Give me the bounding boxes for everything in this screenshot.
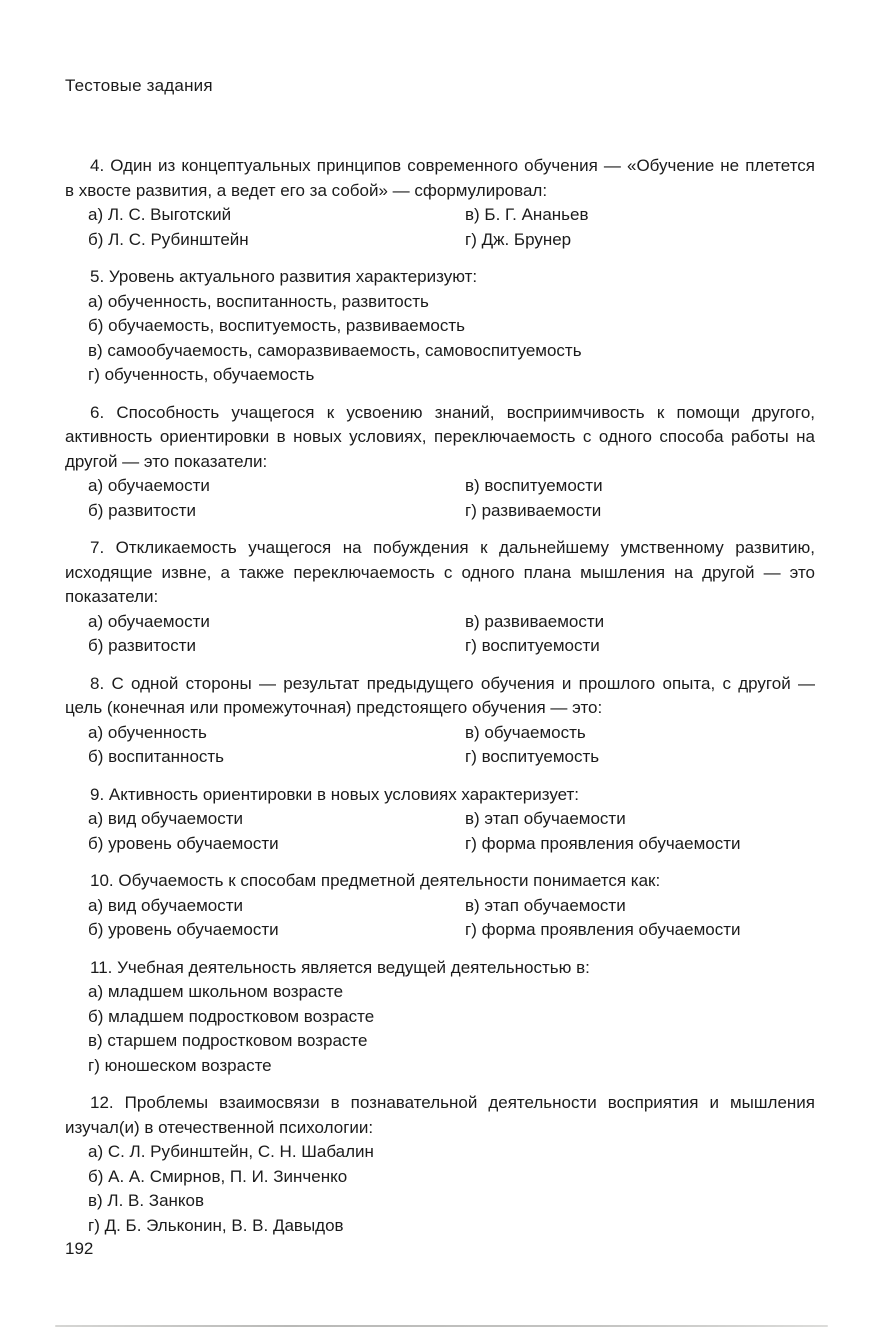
answer-option: а) С. Л. Рубинштейн, С. Н. Шабалин: [88, 1142, 374, 1161]
answer-option: г) форма проявления обучаемости: [465, 833, 741, 853]
question-options: [65, 721, 815, 770]
question-options: [65, 894, 815, 943]
page-number: 192: [65, 1239, 94, 1258]
answer-option: в) воспитуемости: [465, 476, 603, 495]
answer-option: в) обучаемость: [465, 722, 586, 742]
answer-option: в) самообучаемость, саморазвиваемость, самовоспитуемость: [88, 340, 582, 360]
answer-option: г) воспитуемость: [465, 747, 600, 766]
question-12: [65, 1091, 815, 1238]
page-header: Тестовые задания: [65, 76, 213, 95]
answer-option: в) старшем подростковом возрасте: [88, 1031, 368, 1050]
answer-option: в) этап обучаемости: [465, 809, 626, 828]
question-text: 6. Способность учащегося к усвоению знаний, восприимчивость к помощи другого, активность ориентировки в новых условиях, переключаемость с одного способа работы на другой — это показатели:: [65, 402, 815, 471]
answer-option: а) младшем школьном возрасте: [88, 982, 344, 1001]
answer-option: г) обученность, обучаемость: [88, 365, 315, 384]
answer-option: б) младшем подростковом возрасте: [88, 1006, 375, 1026]
answer-option: б) уровень обучаемости: [88, 920, 279, 939]
answer-option: б) уровень обучаемости: [88, 833, 279, 853]
question-options: [65, 807, 815, 856]
answer-option: б) развитости: [88, 500, 196, 520]
answer-option: в) Б. Г. Ананьев: [465, 205, 589, 224]
question-options: [65, 290, 815, 388]
answer-option: г) юношеском возрасте: [88, 1055, 272, 1075]
question-6: [65, 401, 815, 524]
question-11: [65, 956, 815, 1079]
answer-option: а) обучаемости: [88, 476, 210, 495]
answer-option: а) обученность: [88, 722, 207, 742]
question-options: [65, 203, 815, 252]
answer-option: г) форма проявления обучаемости: [465, 920, 741, 939]
question-options: [65, 610, 815, 659]
answer-option: а) Л. С. Выготский: [88, 205, 232, 224]
question-5: [65, 265, 815, 388]
question-7: [65, 536, 815, 659]
question-text: 4. Один из концептуальных принципов современного обучения — «Обучение не плетется в хвосте развития, а ведет его за собой» — сформулировал:: [65, 156, 815, 200]
question-text: 11. Учебная деятельность является ведущей деятельностью в:: [90, 957, 590, 977]
question-options: [65, 980, 815, 1078]
answer-option: а) вид обучаемости: [88, 895, 244, 915]
question-text: 12. Проблемы взаимосвязи в познавательной деятельности восприятия и мышления изучал(и) в отечественной психологии:: [65, 1093, 815, 1137]
scan-edge-line: [55, 1325, 828, 1327]
question-text: 10. Обучаемость к способам предметной деятельности понимается как:: [90, 871, 661, 890]
question-10: [65, 869, 815, 943]
answer-option: г) Д. Б. Эльконин, В. В. Давыдов: [88, 1215, 344, 1235]
answer-option: г) воспитуемости: [465, 636, 600, 655]
question-4: [65, 154, 815, 252]
question-text: 5. Уровень актуального развития характеризуют:: [90, 267, 478, 286]
answer-option: в) Л. В. Занков: [88, 1191, 205, 1210]
answer-option: в) развиваемости: [465, 611, 605, 631]
question-text: 8. С одной стороны — результат предыдущего обучения и прошлого опыта, с другой — цель (конечная или промежуточная) предстоящего обучения — это:: [65, 673, 815, 717]
answer-option: г) развиваемости: [465, 500, 602, 520]
answer-option: г) Дж. Брунер: [465, 229, 572, 249]
answer-option: а) обучаемости: [88, 611, 210, 631]
question-options: [65, 474, 815, 523]
question-8: [65, 672, 815, 770]
question-text: 7. Откликаемость учащегося на побуждения к дальнейшему умственному развитию, исходящие извне, а также переключаемость с одного плана мышления на другой — это показатели:: [65, 538, 815, 606]
answer-option: б) А. А. Смирнов, П. И. Зинченко: [88, 1166, 348, 1186]
question-text: 9. Активность ориентировки в новых условиях характеризует:: [90, 784, 580, 804]
answer-option: б) обучаемость, воспитуемость, развиваемость: [88, 316, 465, 335]
question-9: [65, 783, 815, 857]
answer-option: б) развитости: [88, 636, 196, 655]
answer-option: а) обученность, воспитанность, развитость: [88, 291, 429, 311]
answer-option: а) вид обучаемости: [88, 809, 244, 828]
questions-list: [65, 154, 815, 1238]
answer-option: б) Л. С. Рубинштейн: [88, 229, 249, 249]
answer-option: в) этап обучаемости: [465, 895, 626, 915]
question-options: [65, 1140, 815, 1238]
answer-option: б) воспитанность: [88, 747, 225, 766]
